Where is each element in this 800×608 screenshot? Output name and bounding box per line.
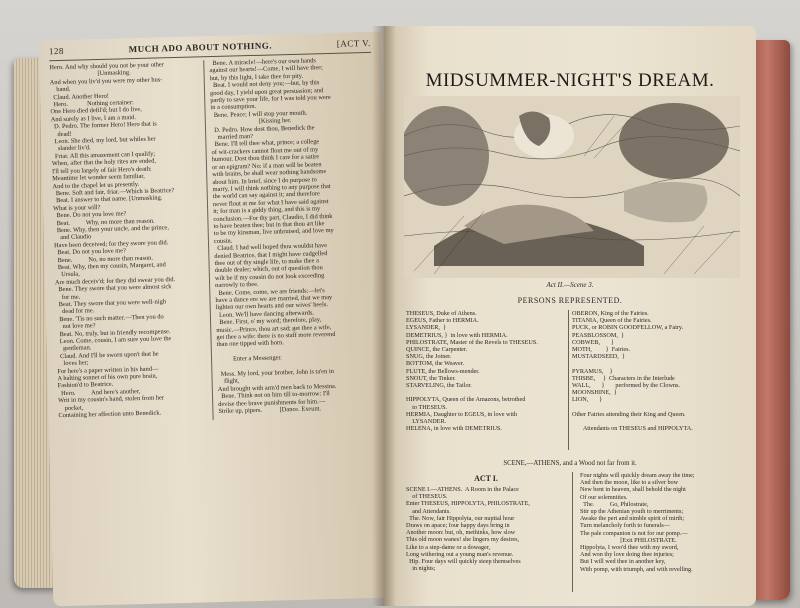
book-gutter-shadow [372,26,396,606]
act-text-column-2: Four nights will quickly dream away the time; And then the moon, like to a silver bow New bent in heaven, shall behold the night Of our solemnities. The. Go, Philostrate, Stir up the Athenian youth to merriments; Awake the pert and nimble spirit of mirth; Turn melancholy forth to funerals— The pale companion is not for our pomp.— [Exit PHILOSTRATE. Hippolyta, I woo'd thee with my sword, And won thy love doing thee injuries; But I will wed thee in another key, With pomp, with triumph, and with revelling. [580,472,695,573]
left-page [39,32,396,607]
right-page [384,26,756,606]
persons-divider [568,310,569,450]
dramatis-personae-right: OBERON, King of the Fairies. TITANIA, Queen of the Fairies. PUCK, or ROBIN GOODFELLOW, a Fairy. PEASBLOSSOM, } COBWEB, } MOTH, } Fairies. MUSTARDSEED, } PYRAMUS, } THISBE, } Characters in the Interlude WALL, } performed by the Clowns. MOONSHINE, } LION, } Other Fairies attending their King and Queen. Attendants on THESEUS and HIPPOLYTA. [572,310,693,433]
dramatis-personae-left: THESEUS, Duke of Athens. EGEUS, Father to HERMIA. LYSANDER, } DEMETRIUS, } in love with HERMIA. PHILOSTRATE, Master of the Revels to THESEUS. QUINCE, the Carpenter. SNUG, the Joiner. BOTTOM, the Weaver. FLUTE, the Bellows-mender. SNOUT, the Tinker. STARVELING, the Tailor. HIPPOLYTA, Queen of the Amazons, betrothed to THESEUS. HERMIA, Daughter to EGEUS, in love with LYSANDER. HELENA, in love with DEMETRIUS. [406,310,538,433]
illustration-caption: Act II.—Scene 3. [546,281,594,289]
act-column-divider [572,472,573,592]
engraving-illustration [404,96,740,278]
page-number: 128 [48,45,65,57]
persons-heading: PERSONS REPRESENTED. [517,296,623,305]
play-title: MIDSUMMER-NIGHT'S DREAM. [425,70,715,91]
act-label: [ACT V. [336,37,371,49]
act-heading: ACT I. [474,474,498,483]
scene-setting: SCENE,—ATHENS, and a Wood not far from it. [503,460,637,467]
left-text-column-2: Bene. A miracle!—here's our own hands against our hearts!—Come, I will have thee; but, by this light, I take thee for pity. Beat. I would not deny you;—but, by this good day, I yield upon great persuasion; and partly to save your life, for I was told you were in a consumption. Bene. Peace; I will stop your mouth. [Kissing her. D. Pedro. How dost thou, Benedick the married man? Bene. I'll tell thee what, prince; a college of wit-crackers cannot flout me out of my humour. Dost thou think I care for a satire or an epigram? No: if a man will be beaten with brains, he shall wear nothing handsome about him. In brief, since I do purpose to marry, I will think nothing to any purpose that the world can say against it; and therefore never flout at me for what I have said against it; for man is a giddy thing, and this is my conclusion.—For thy part, Claudio, I did think to have beaten thee; but in that thou art like to be my kinsman, live unbruised, and love my cousin. Claud. I had well hoped thou wouldst have denied Beatrice, that I might have cudgelled thee out of thy single life, to make thee a double dealer; which, out of question thou wilt be if my cousin do not look exceeding narrowly to thee. Bene. Come, come, we are friends:—let's have a dance ere we are married, that we may lighten our own hearts and our wives' heels. Leon. We'll have dancing afterwards. Bene. First, o' my word; therefore, play, music.—Prince, thou art sad; get thee a wife, get thee a wife: there is no staff more reverend than one tipped with horn. Enter a Messenger. Mess. My lord, your brother, John is ta'en in flight, And brought with arm'd men back to Messina. Bene. Think not on him till to-morrow: I'll devise thee brave punishments for him.— Strike up, pipers. [Dance. Exeunt. [209,57,337,416]
book-cover-edge-right [752,40,790,600]
running-title: MUCH ADO ABOUT NOTHING. [128,40,273,55]
act-text-column-1: SCENE I.—ATHENS. A Room in the Palace of THESEUS. Enter THESEUS, HIPPOLYTA, PHILOSTRATE, and Attendants. The. Now, fair Hippolyta, our nuptial hour Draws on apace; four happy days bring in Another moon: but, oh, methinks, how slow This old moon wanes! she lingers my desires, Like to a step-dame or a dowager, Long withering out a young man's revenue. Hip. Four days will quickly steep themselves in nights; [406,486,530,573]
left-text-column-1: Hero. And why should you not be your other [Unmasking. And when you liv'd you were my other hus- band. Claud. Another Hero! Hero. Nothing certainer: One Hero died defil'd; but I do live, And surely as I live, I am a maid. D. Pedro. The former Hero! Hero that is dead! Leon. She died, my lord, but whiles her slander liv'd. Friar. All this amazement can I qualify; When, after that the holy rites are ended, I'll tell you largely of fair Hero's death: Meantime let wonder seem familiar, And to the chapel let us presently. Bene. Soft and fair, friar.—Which is Beatrice? Beat. I answer to that name. [Unmasking. What is your will? Bene. Do not you love me? Beat. Why, no more than reason. Bene. Why, then your uncle, and the prince, and Claudio Have been deceived; for they swore you did. Beat. Do not you love me? Bene. No, no more than reason. Beat. Why, then my cousin, Margaret, and Ursula, Are much deceiv'd; for they did swear you did. Bene. They swore that you were almost sick for me. Beat. They swore that you were well-nigh dead for me. Bene. 'Tis no such matter.—Then you do not love me? Beat. No, truly, but in friendly recompense. Leon. Come, cousin, I am sure you love the gentleman. Claud. And I'll be sworn upon't that he loves her; For here's a paper written in his hand— A halting sonnet of his own pure brain, Fashion'd to Beatrice. Hero. And here's another, Writ in my cousin's hand, stolen from her pocket, Containing her affection unto Benedick. [49,61,176,420]
